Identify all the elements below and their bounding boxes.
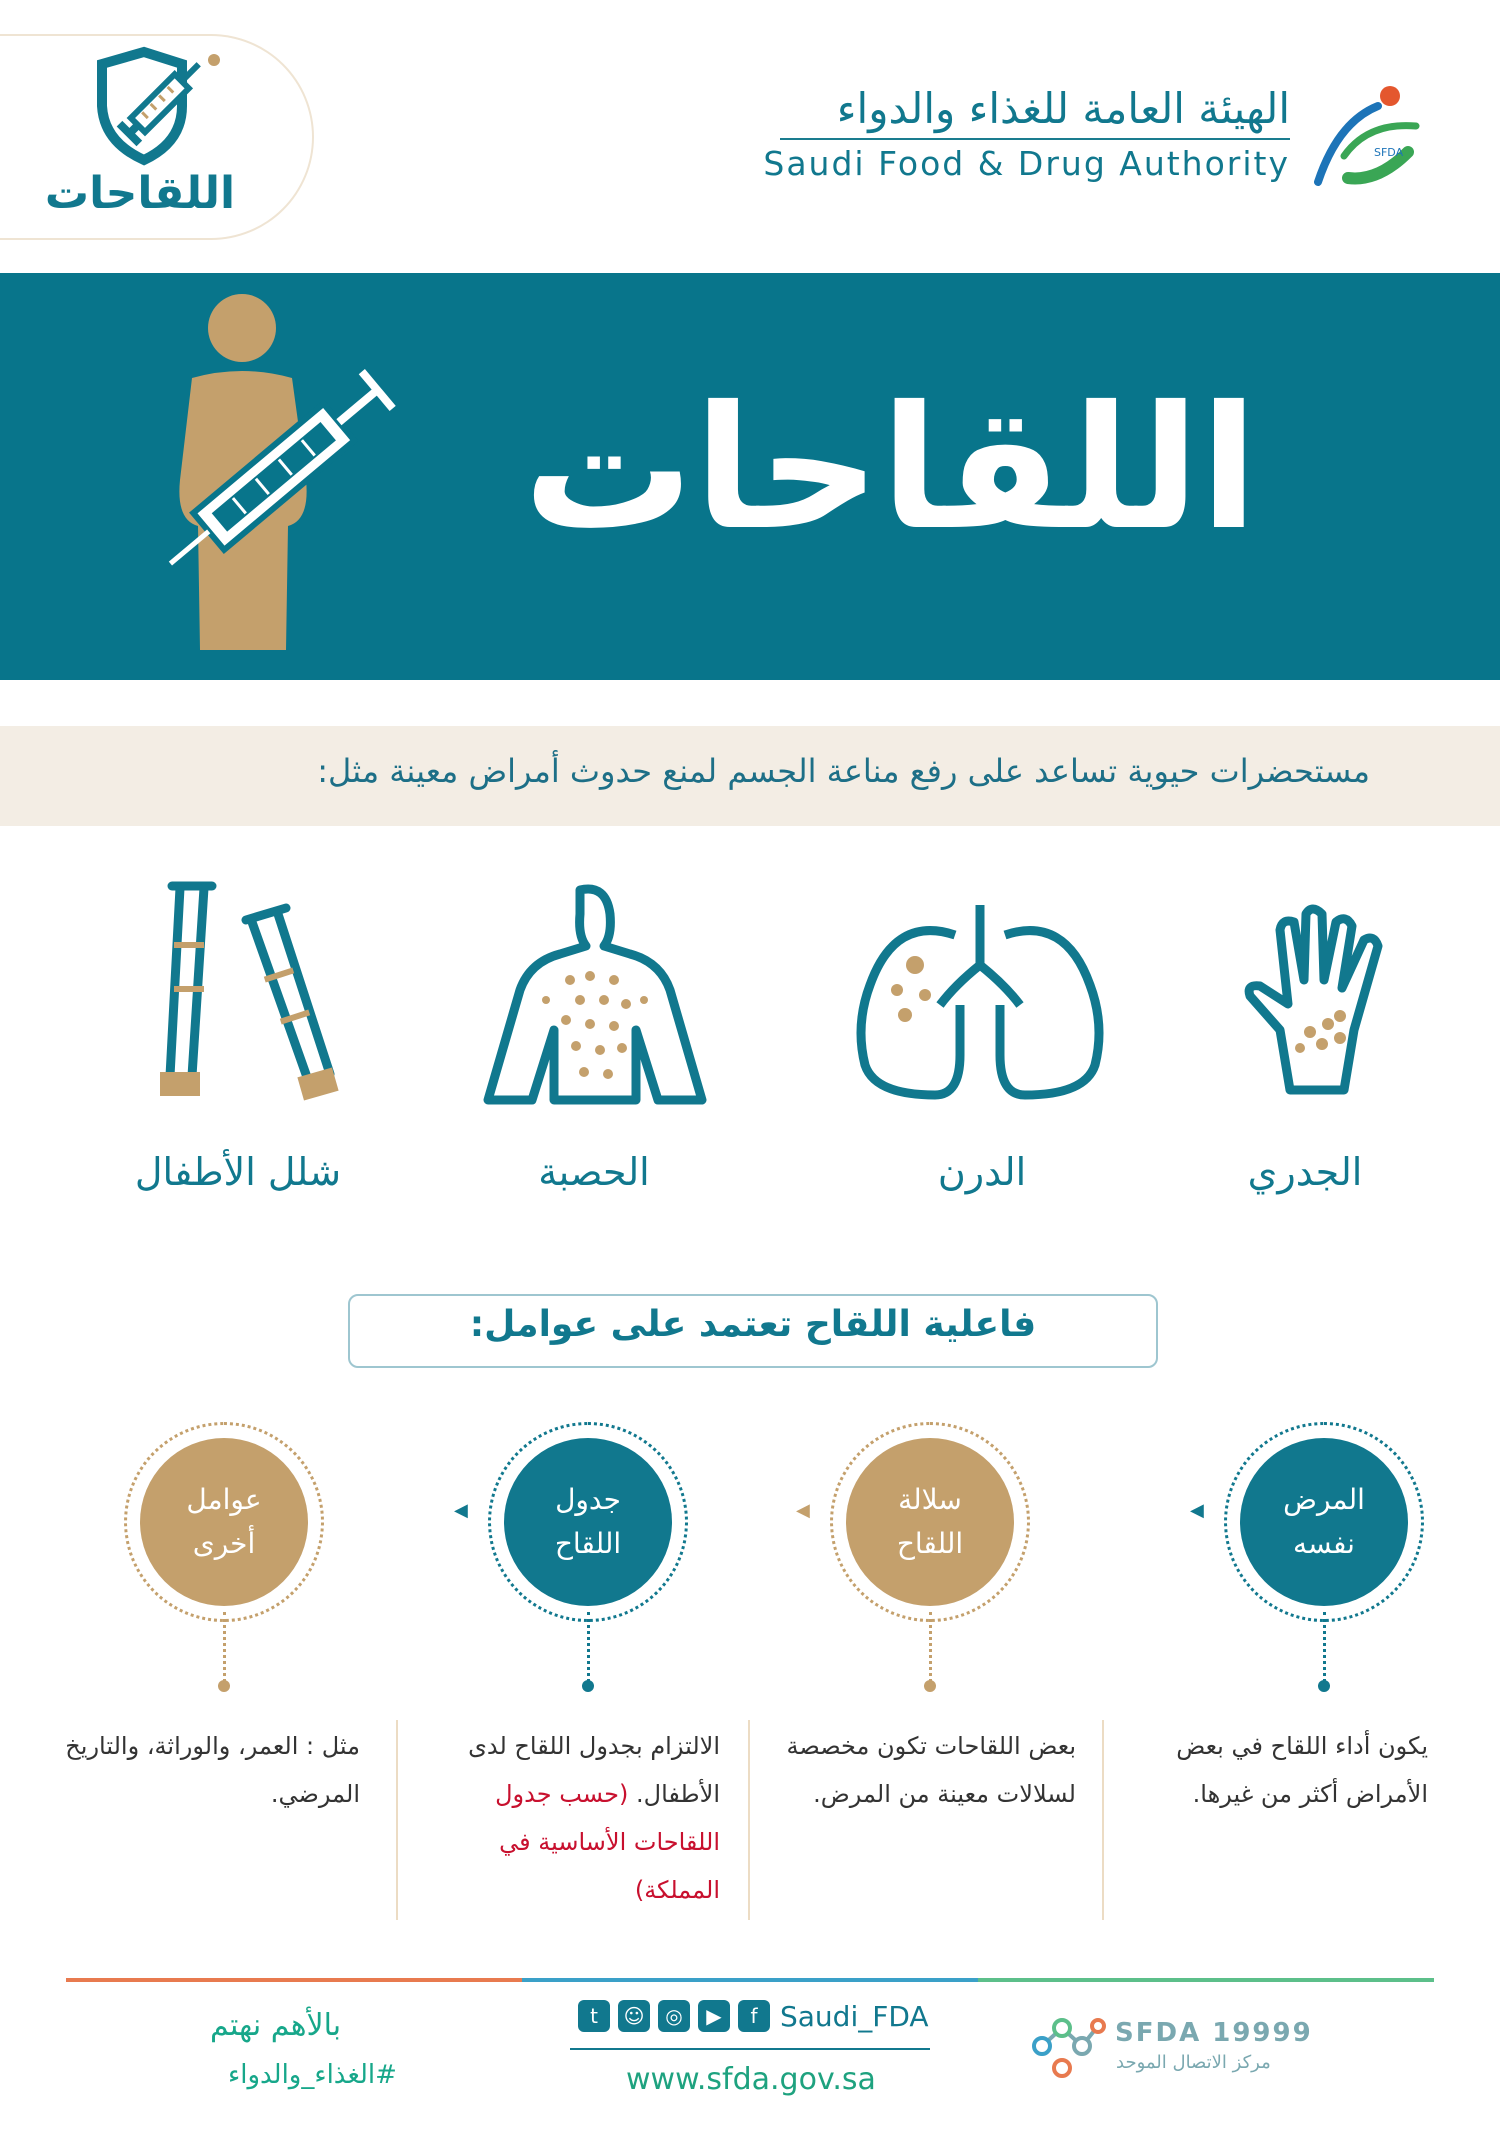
snapchat-icon[interactable]: ☺ bbox=[618, 2000, 650, 2032]
footer-hashtag[interactable]: #الغذاء_والدواء bbox=[228, 2060, 397, 2090]
call-center-label: مركز الاتصال الموحد bbox=[1116, 2052, 1271, 2073]
factor-circle-disease bbox=[1240, 1438, 1408, 1606]
factor-dot-disease bbox=[1318, 1680, 1330, 1692]
body-rash-icon bbox=[480, 880, 710, 1110]
arrow-left-icon: ◀ bbox=[796, 1500, 810, 1521]
factor-desc-schedule-main: الالتزام بجدول اللقاح لدى الأطفال. bbox=[468, 1732, 720, 1808]
arrow-left-icon: ◀ bbox=[454, 1500, 468, 1521]
crutches-icon bbox=[140, 876, 340, 1106]
footer-stripe bbox=[66, 1978, 522, 1982]
call-center-number[interactable]: SFDA 19999 bbox=[1115, 2018, 1313, 2048]
factor-disease-line1: المرض bbox=[1283, 1483, 1365, 1516]
sfda-logo bbox=[1308, 82, 1428, 192]
footer-url-divider bbox=[570, 2048, 930, 2050]
factor-schedule-line2: اللقاح bbox=[554, 1527, 622, 1560]
lungs-icon bbox=[845, 895, 1115, 1105]
factor-strain-line2: اللقاح bbox=[896, 1527, 964, 1560]
factor-desc-strain: بعض اللقاحات تكون مخصصة لسلالات معينة من المرض. bbox=[786, 1732, 1076, 1808]
facebook-icon[interactable]: f bbox=[738, 2000, 770, 2032]
badge-title: اللقاحات bbox=[44, 168, 236, 219]
factor-strain-line1: سلالة bbox=[898, 1483, 962, 1516]
disease-label-measles: الحصبة bbox=[538, 1150, 650, 1194]
social-icons bbox=[578, 2000, 770, 2032]
arrow-left-icon: ◀ bbox=[1190, 1500, 1204, 1521]
footer-stripe bbox=[978, 1978, 1434, 1982]
call-center-icon bbox=[1028, 2006, 1108, 2086]
factor-desc-other: مثل : العمر، والوراثة، والتاريخ المرضي. bbox=[65, 1732, 360, 1808]
person-syringe-icon bbox=[120, 290, 400, 670]
factor-desc-schedule-note: (حسب جدول اللقاحات الأساسية في المملكة) bbox=[495, 1780, 720, 1904]
factor-other-line2: أخرى bbox=[192, 1527, 256, 1560]
logo-label: SFDA bbox=[1374, 146, 1404, 159]
factor-desc-schedule bbox=[420, 1722, 720, 1914]
footer-stripe bbox=[522, 1978, 978, 1982]
hand-rash-icon bbox=[1240, 900, 1400, 1100]
definition-text: مستحضرات حيوية تساعد على رفع مناعة الجسم لمنع حدوث أمراض معينة مثل: bbox=[317, 752, 1370, 790]
factor-stem-strain bbox=[929, 1612, 932, 1682]
youtube-icon[interactable]: ▶ bbox=[698, 2000, 730, 2032]
factor-circle-strain bbox=[846, 1438, 1014, 1606]
factor-stem-disease bbox=[1323, 1612, 1326, 1682]
factor-other-line1: عوامل bbox=[186, 1483, 262, 1516]
factor-schedule-line1: جدول bbox=[555, 1483, 621, 1516]
factor-dot-other bbox=[218, 1680, 230, 1692]
column-divider bbox=[1102, 1720, 1104, 1920]
footer-handle[interactable]: Saudi_FDA bbox=[780, 2000, 929, 2033]
factor-circle-other bbox=[140, 1438, 308, 1606]
factor-desc-disease: يكون أداء اللقاح في بعض الأمراض أكثر من غيرها. bbox=[1176, 1732, 1428, 1808]
instagram-icon[interactable]: ◎ bbox=[658, 2000, 690, 2032]
factor-stem-other bbox=[223, 1612, 226, 1682]
factor-circle-schedule bbox=[504, 1438, 672, 1606]
disease-label-polio: شلل الأطفال bbox=[134, 1150, 342, 1194]
org-name-english: Saudi Food & Drug Authority bbox=[763, 144, 1290, 183]
column-divider bbox=[748, 1720, 750, 1920]
disease-label-smallpox: الجدري bbox=[1247, 1150, 1363, 1194]
footer-slogan: بالأهم نهتم bbox=[210, 2008, 342, 2043]
factor-stem-schedule bbox=[587, 1612, 590, 1682]
shield-syringe-icon bbox=[82, 46, 232, 166]
column-divider bbox=[396, 1720, 398, 1920]
footer-url[interactable]: www.sfda.gov.sa bbox=[626, 2062, 876, 2097]
effectiveness-title: فاعلية اللقاح تعتمد على عوامل: bbox=[469, 1304, 1037, 1345]
factor-dot-strain bbox=[924, 1680, 936, 1692]
org-divider bbox=[780, 138, 1290, 140]
org-name-arabic: الهيئة العامة للغذاء والدواء bbox=[836, 84, 1290, 133]
banner-title: اللقاحات bbox=[523, 370, 1258, 568]
factor-disease-line2: نفسه bbox=[1293, 1527, 1355, 1560]
disease-label-tuberculosis: الدرن bbox=[937, 1150, 1027, 1194]
twitter-icon[interactable]: t bbox=[578, 2000, 610, 2032]
factor-dot-schedule bbox=[582, 1680, 594, 1692]
